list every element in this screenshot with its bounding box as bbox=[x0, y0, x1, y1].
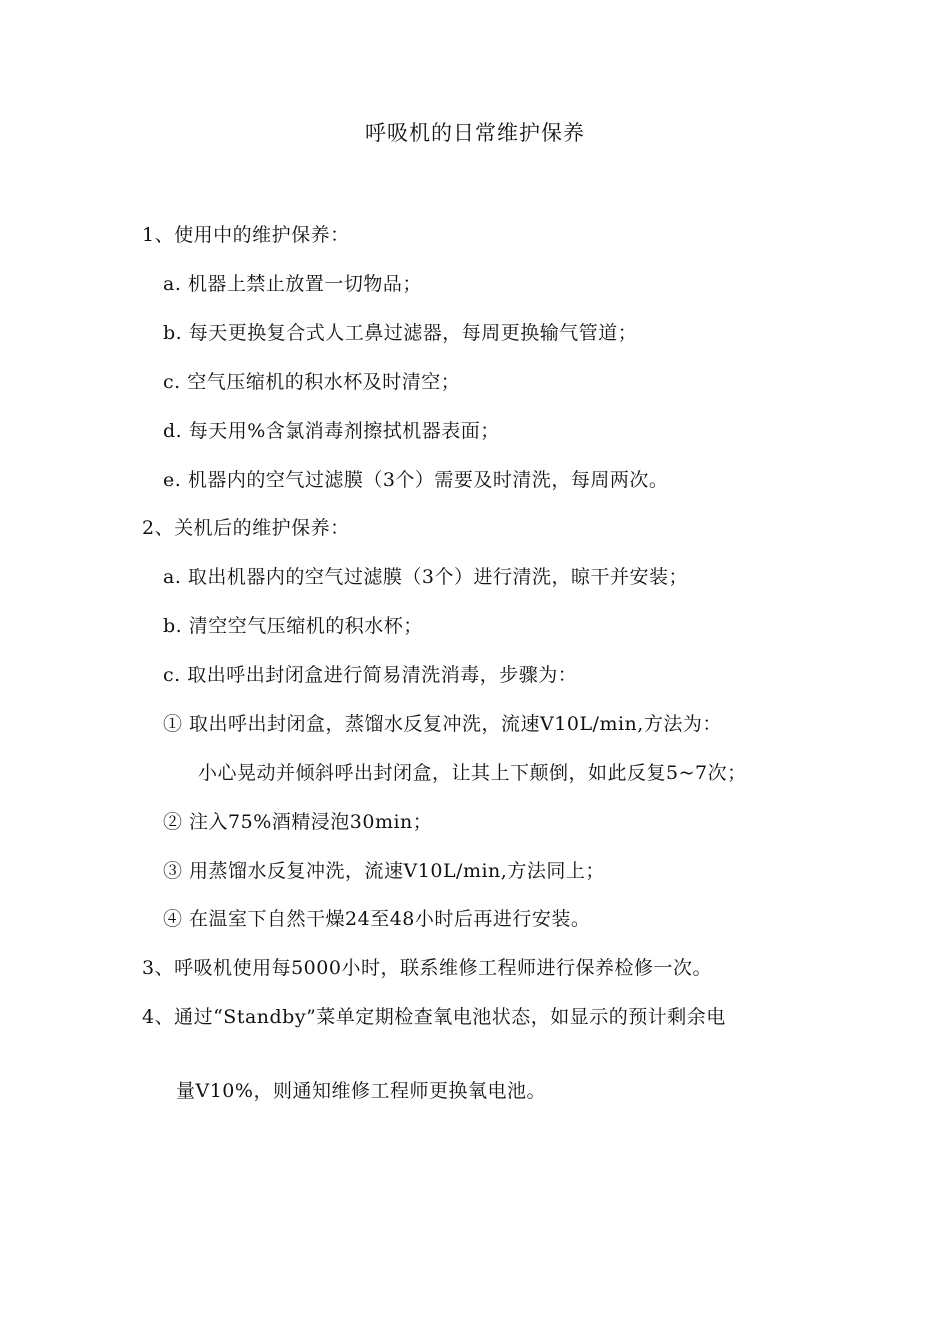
document-title: 呼吸机的日常维护保养 bbox=[365, 121, 585, 145]
section-1-item-a: a. 机器上禁止放置一切物品； bbox=[163, 273, 422, 295]
section-3-heading: 3、呼吸机使用每5000小时，联系维修工程师进行保养检修一次。 bbox=[142, 957, 712, 979]
section-4-continuation: 量V10%，则通知维修工程师更换氧电池。 bbox=[176, 1080, 546, 1102]
section-1-heading: 1、使用中的维护保养： bbox=[142, 224, 350, 246]
section-2-heading: 2、关机后的维护保养： bbox=[142, 517, 350, 539]
section-1-item-b: b. 每天更换复合式人工鼻过滤器，每周更换输气管道； bbox=[163, 322, 638, 344]
section-2-step-2: ② 注入75%酒精浸泡30min； bbox=[163, 811, 433, 833]
section-2-step-1: ① 取出呼出封闭盒，蒸馏水反复冲洗，流速V10L/min,方法为： bbox=[163, 713, 722, 735]
section-2-step-1-continuation: 小心晃动并倾斜呼出封闭盒，让其上下颠倒，如此反复5~7次； bbox=[198, 762, 747, 784]
section-4-heading: 4、通过“Standby”菜单定期检查氧电池状态，如显示的预计剩余电 bbox=[142, 1006, 726, 1028]
section-2-step-4: ④ 在温室下自然干燥24至48小时后再进行安装。 bbox=[163, 908, 591, 930]
section-2-item-c: c. 取出呼出封闭盒进行简易清洗消毒，步骤为： bbox=[163, 664, 578, 686]
section-1-item-e: e. 机器内的空气过滤膜（3个）需要及时清洗，每周两次。 bbox=[163, 469, 669, 491]
section-2-item-b: b. 清空空气压缩机的积水杯； bbox=[163, 615, 423, 637]
section-2-step-3: ③ 用蒸馏水反复冲洗，流速V10L/min,方法同上； bbox=[163, 860, 605, 882]
section-1-item-c: c. 空气压缩机的积水杯及时清空； bbox=[163, 371, 461, 393]
section-2-item-a: a. 取出机器内的空气过滤膜（3个）进行清洗，晾干并安装； bbox=[163, 566, 688, 588]
section-1-item-d: d. 每天用%含氯消毒剂擦拭机器表面； bbox=[163, 420, 500, 442]
